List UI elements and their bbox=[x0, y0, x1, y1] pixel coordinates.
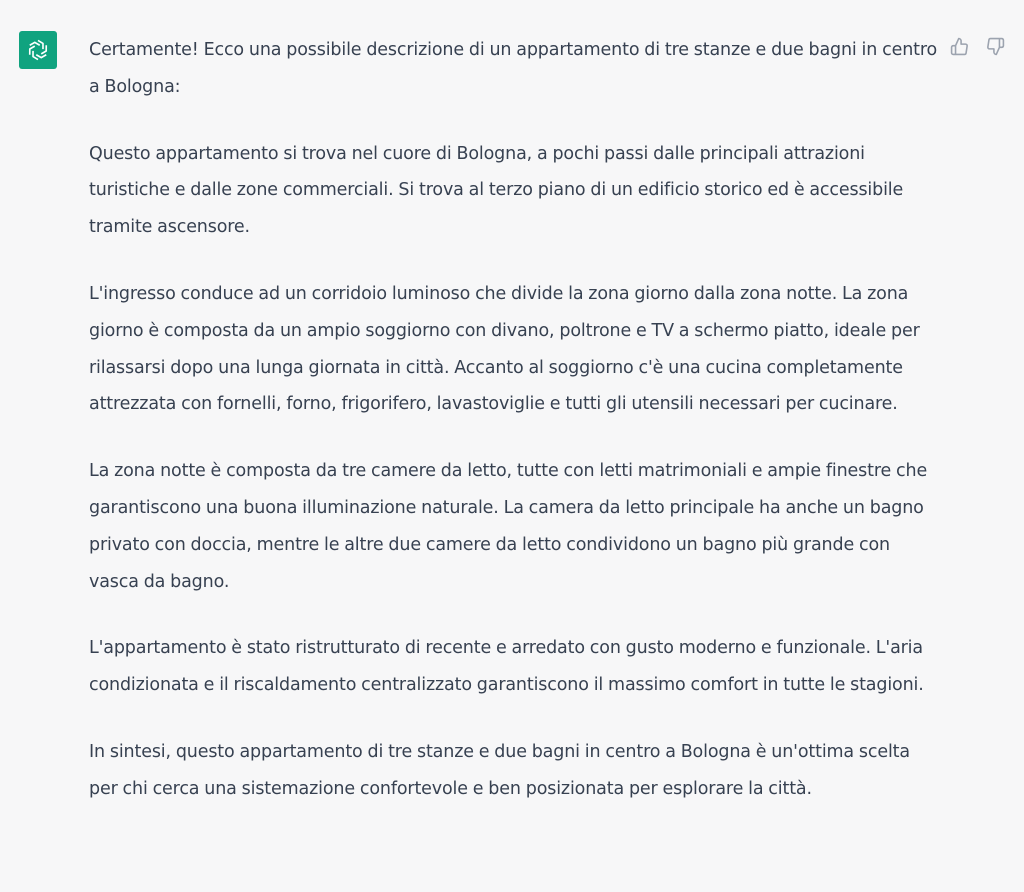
assistant-avatar bbox=[19, 31, 57, 69]
message-paragraph: La zona notte è composta da tre camere da letto, tutte con letti matrimoniali e ampie finestre che garantiscono una buona illuminazione naturale. La camera da letto principale ha anche un bagno privato con doccia, mentre le altre due camere da letto condividono un bagno più grande con vasca da bagno. bbox=[89, 461, 928, 592]
message-paragraph: Questo appartamento si trova nel cuore di Bologna, a pochi passi dalle principali attrazioni turistiche e dalle zone commerciali. Si trova al terzo piano di un edificio storico ed è accessibile tramite ascensore. bbox=[89, 143, 904, 238]
thumbs-up-button[interactable] bbox=[949, 36, 969, 56]
feedback-actions bbox=[949, 36, 1005, 56]
message-paragraph: Certamente! Ecco una possibile descrizione di un appartamento di tre stanze e due bagni in centro a Bologna: bbox=[89, 40, 938, 97]
thumbs-up-icon bbox=[950, 37, 969, 56]
message-paragraph: L'appartamento è stato ristrutturato di recente e arredato con gusto moderno e funzionale. L'aria condizionata e il riscaldamento centralizzato garantiscono il massimo comfort in tutte le stagioni. bbox=[89, 638, 924, 696]
thumbs-down-button[interactable] bbox=[985, 36, 1005, 56]
message-paragraph: L'ingresso conduce ad un corridoio luminoso che divide la zona giorno dalla zona notte. La zona giorno è composta da un ampio soggiorno con divano, poltrone e TV a schermo piatto, ideale per rilassarsi dopo una lunga giornata in città. Accanto al soggiorno c'è una cucina completamente attrezzata con fornelli, forno, frigorifero, lavastoviglie e tutti gli utensili necessari per cucinare. bbox=[89, 283, 920, 415]
message-paragraph: In sintesi, questo appartamento di tre stanze e due bagni in centro a Bologna è un'ottima scelta per chi cerca una sistemazione confortevole e ben posizionata per esplorare la città. bbox=[89, 741, 910, 799]
openai-logo-icon bbox=[25, 37, 51, 63]
message-content bbox=[89, 32, 939, 838]
thumbs-down-icon bbox=[986, 37, 1005, 56]
